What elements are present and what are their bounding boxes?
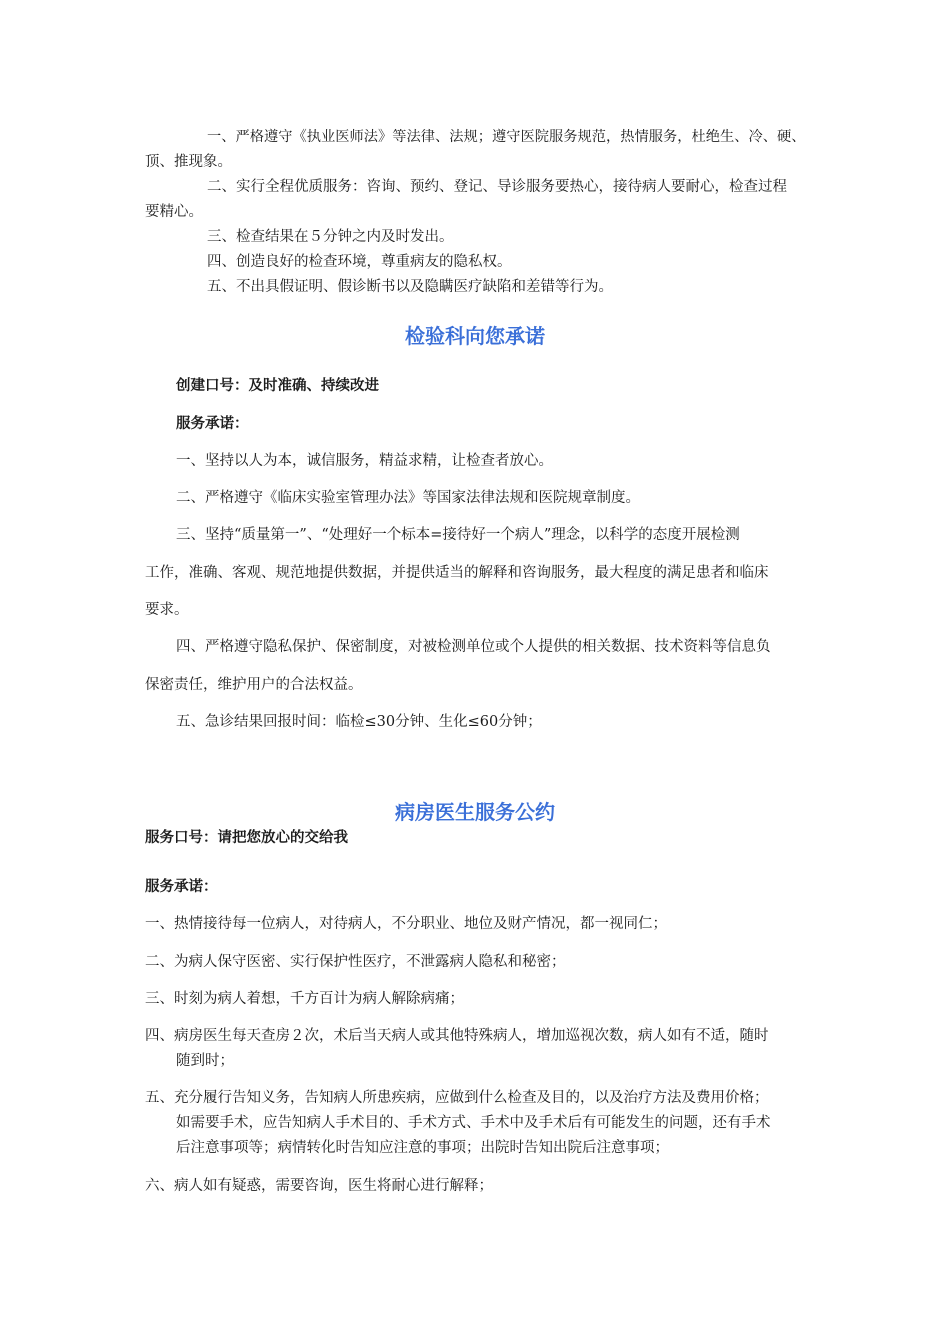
- s1-item-3: 三、检查结果在５分钟之内及时发出。: [207, 229, 454, 245]
- ward-slogan: 服务口号：请把您放心的交给我: [145, 829, 348, 846]
- ward-item-1: 一、热情接待每一位病人，对待病人，不分职业、地位及财产情况，都一视同仁；: [145, 916, 667, 932]
- lab-item-4-line-2: 保密责任，维护用户的合法权益。: [145, 677, 363, 693]
- ward-item-4-line-1: 四、病房医生每天查房２次，术后当天病人或其他特殊病人，增加巡视次数，病人如有不适，随时: [145, 1028, 769, 1044]
- lab-item-3-line-3: 要求。: [145, 602, 189, 618]
- s1-item-5: 五、不出具假证明、假诊断书以及隐瞒医疗缺陷和差错等行为。: [207, 279, 613, 295]
- lab-promise-label: 服务承诺：: [176, 415, 249, 432]
- s1-item-4: 四、创造良好的检查环境，尊重病友的隐私权。: [207, 254, 512, 270]
- ward-item-6: 六、病人如有疑惑，需要咨询，医生将耐心进行解释；: [145, 1178, 493, 1194]
- ward-item-5-line-3: 后注意事项等；病情转化时告知应注意的事项；出院时告知出院后注意事项；: [176, 1140, 669, 1156]
- lab-item-5: 五、急诊结果回报时间：临检≤30分钟、生化≤60分钟；: [176, 714, 542, 730]
- ward-promise-label: 服务承诺：: [145, 878, 218, 895]
- lab-item-2: 二、严格遵守《临床实验室管理办法》等国家法律法规和医院规章制度。: [176, 490, 640, 506]
- lab-title: 检验科向您承诺: [405, 324, 545, 348]
- s1-item-1-line-1: 一、严格遵守《执业医师法》等法律、法规；遵守医院服务规范，热情服务，杜绝生、冷、硬、: [207, 129, 806, 145]
- lab-item-3-line-2: 工作，准确、客观、规范地提供数据，并提供适当的解释和咨询服务，最大程度的满足患者和临床: [145, 565, 769, 581]
- lab-slogan: 创建口号：及时准确、持续改进: [176, 377, 379, 394]
- ward-item-2: 二、为病人保守医密、实行保护性医疗，不泄露病人隐私和秘密；: [145, 954, 566, 970]
- lab-item-4-line-1: 四、严格遵守隐私保护、保密制度，对被检测单位或个人提供的相关数据、技术资料等信息负: [176, 639, 771, 655]
- ward-item-3: 三、时刻为病人着想，千方百计为病人解除病痛；: [145, 991, 464, 1007]
- ward-item-4-line-2: 随到时；: [176, 1053, 234, 1069]
- ward-item-5-line-1: 五、充分履行告知义务，告知病人所患疾病，应做到什么检查及目的，以及治疗方法及费用价格；: [145, 1090, 769, 1106]
- ward-item-5-line-2: 如需要手术，应告知病人手术目的、手术方式、手术中及手术后有可能发生的问题，还有手术: [176, 1115, 771, 1131]
- lab-item-1: 一、坚持以人为本，诚信服务，精益求精，让检查者放心。: [176, 453, 553, 469]
- s1-item-2-line-1: 二、实行全程优质服务：咨询、预约、登记、导诊服务要热心，接待病人要耐心，检查过程: [207, 179, 787, 195]
- ward-title: 病房医生服务公约: [395, 800, 555, 824]
- s1-item-2-line-2: 要精心。: [145, 204, 203, 220]
- s1-item-1-line-2: 顶、推现象。: [145, 154, 232, 170]
- lab-item-3-line-1: 三、坚持“质量第一”、“处理好一个标本=接待好一个病人”理念，以科学的态度开展检测: [176, 527, 740, 543]
